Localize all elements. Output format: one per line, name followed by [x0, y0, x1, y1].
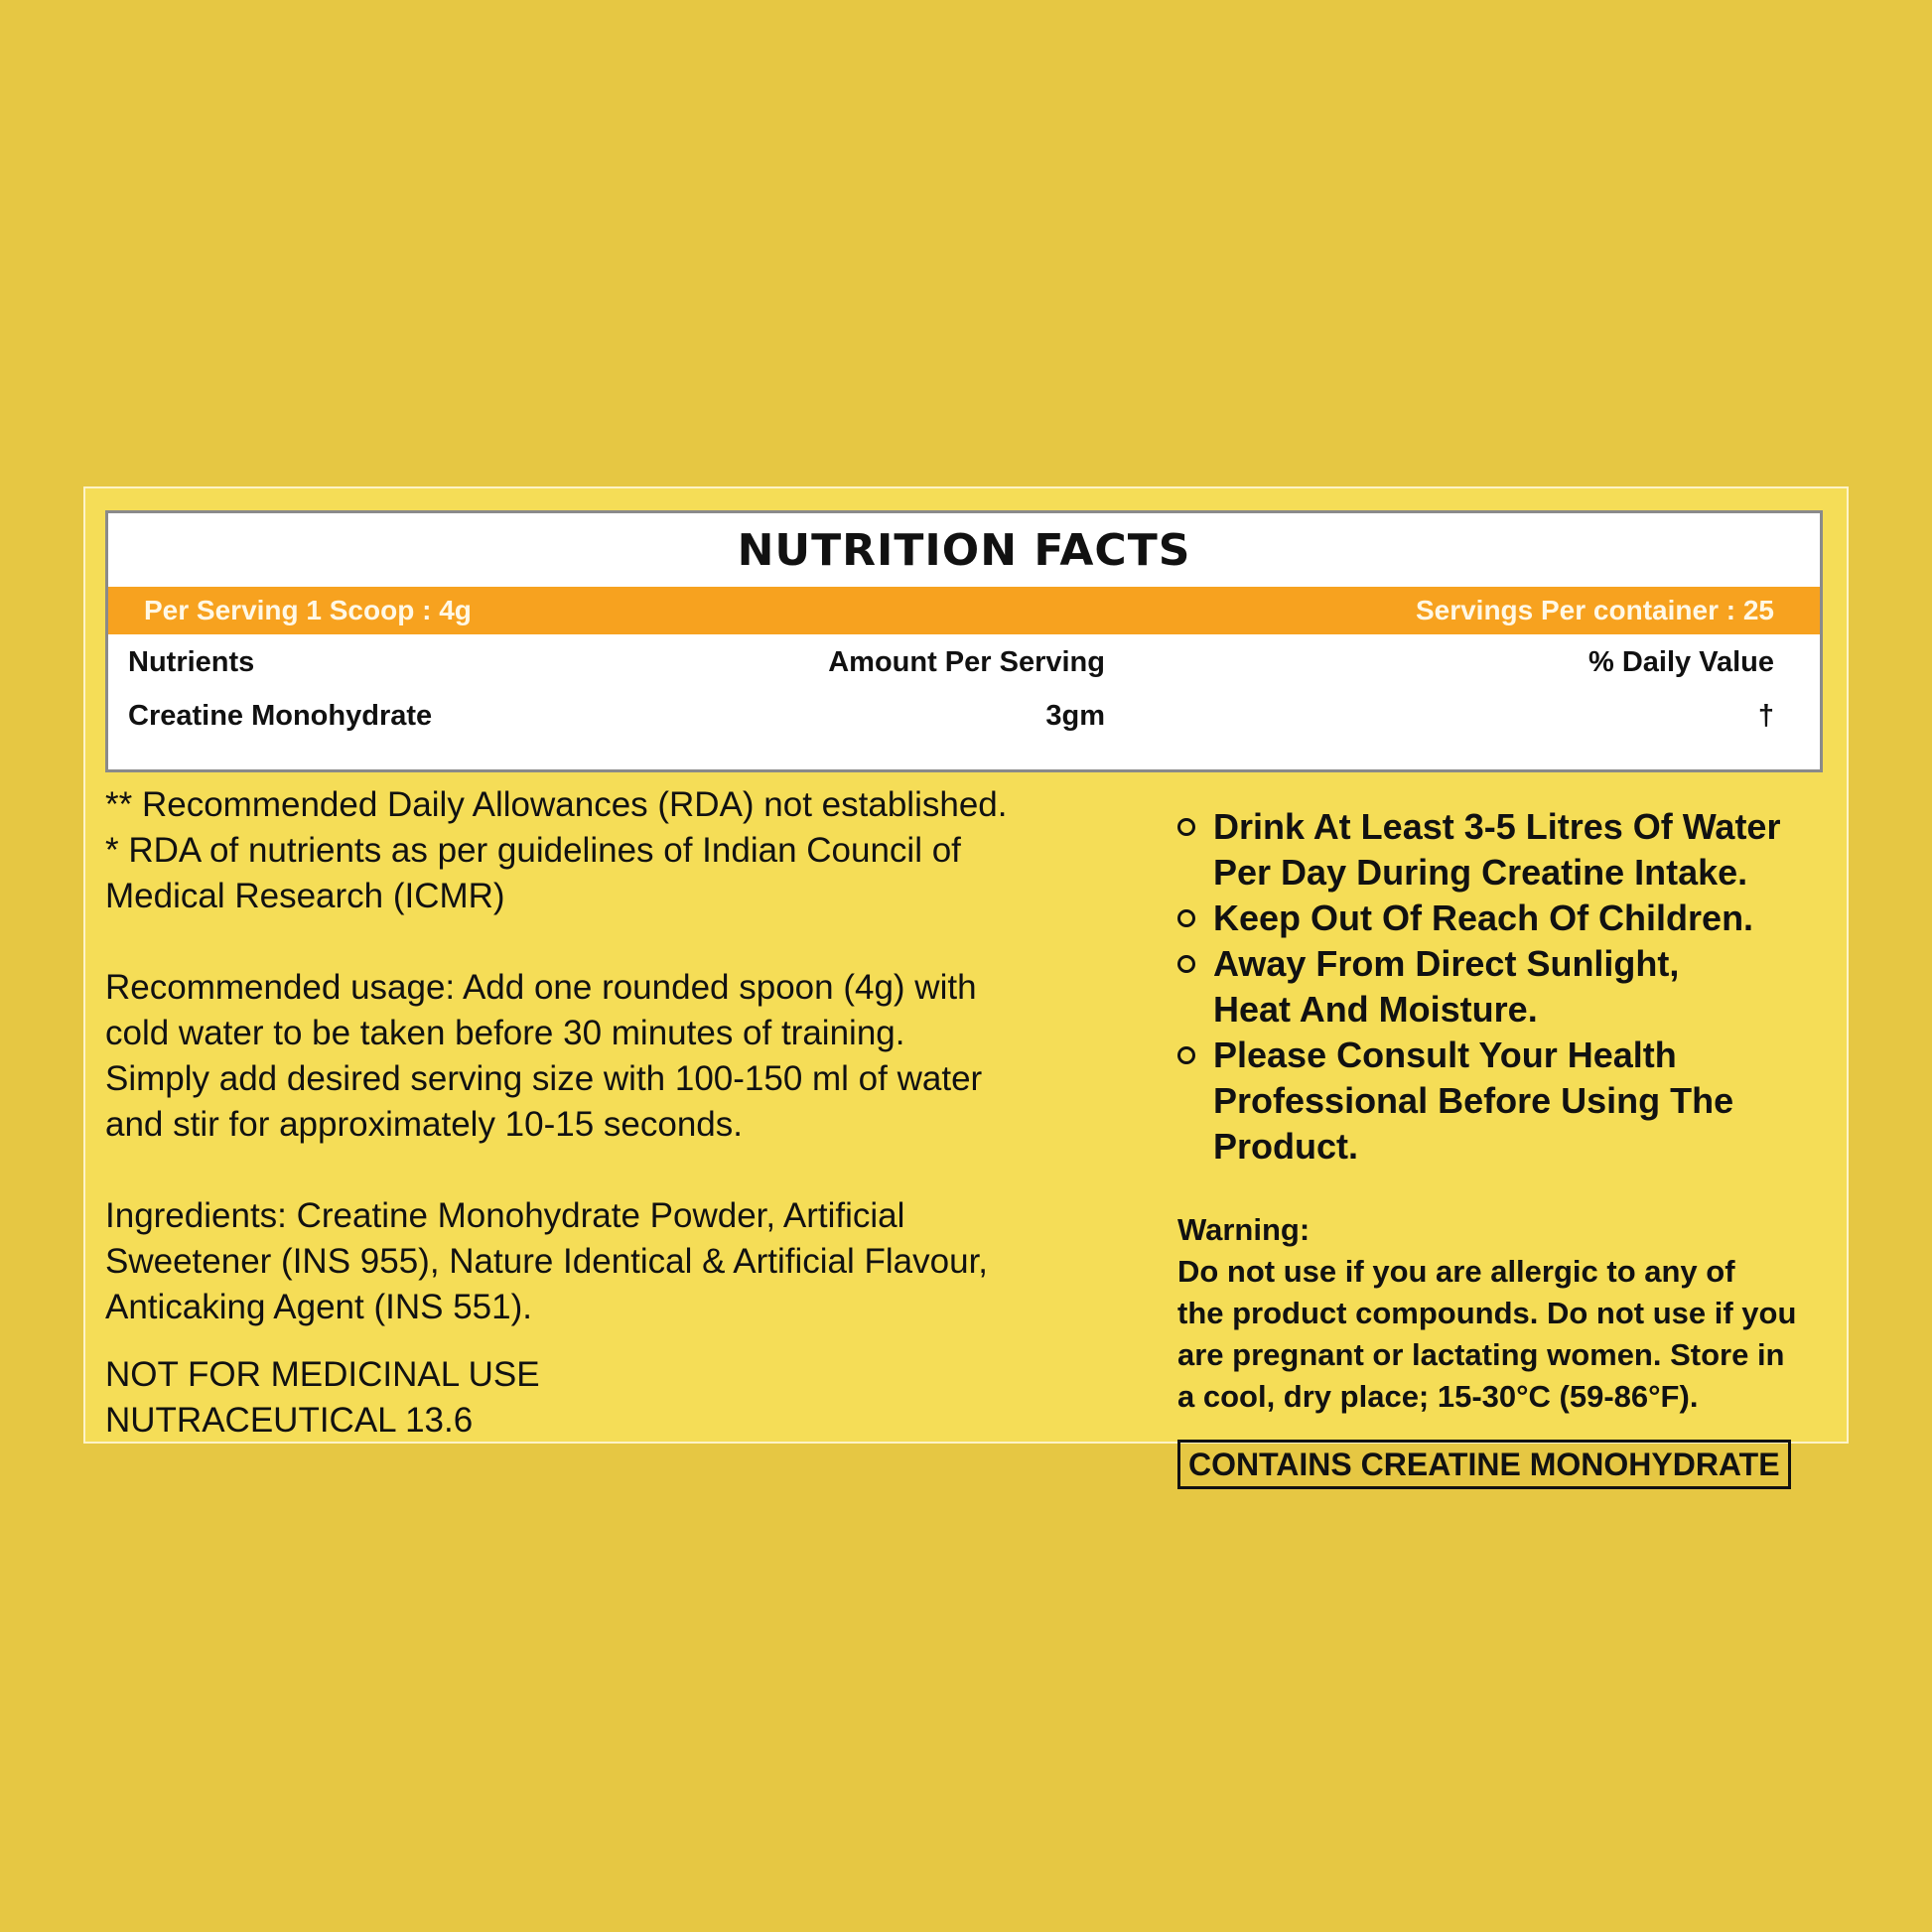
nutrient-daily-value: † [1757, 700, 1774, 732]
circle-bullet-icon [1177, 1046, 1195, 1064]
rda-guideline-note: * RDA of nutrients as per guidelines of Indian Council of Medical Research (ICMR) [105, 831, 961, 915]
per-serving-text: Per Serving 1 Scoop : 4g [144, 595, 472, 625]
warning-text: Do not use if you are allergic to any of the product compounds. Do not use if you are pregnant or lactating women. Store in a cool, dry place; 15-30°C (59-86°F). [1177, 1254, 1797, 1414]
product-label [83, 486, 1849, 1482]
header-nutrients: Nutrients [128, 646, 255, 678]
ingredients-text: Ingredients: Creatine Monohydrate Powder, Artificial Sweetener (INS 955), Nature Identical & Artificial Flavour, Anticaking Agent (INS 551). [105, 1196, 989, 1326]
list-item [1177, 1033, 1853, 1170]
serving-info-bar [108, 587, 1820, 634]
notes-column [105, 782, 1138, 1444]
list-item [1177, 804, 1853, 896]
nutraceutical-text: NUTRACEUTICAL 13.6 [105, 1401, 474, 1440]
servings-per-container-text: Servings Per container : 25 [1415, 595, 1774, 625]
contains-badge: CONTAINS CREATINE MONOHYDRATE [1177, 1440, 1791, 1489]
circle-bullet-icon [1177, 909, 1195, 927]
advisory-column [1177, 804, 1853, 1489]
advisory-text: Keep Out Of Reach Of Children. [1213, 897, 1754, 938]
circle-bullet-icon [1177, 818, 1195, 836]
header-amount: Amount Per Serving [828, 646, 1105, 678]
not-medicinal-text: NOT FOR MEDICINAL USE [105, 1355, 540, 1394]
header-daily-value: % Daily Value [1588, 646, 1774, 678]
usage-text: Recommended usage: Add one rounded spoon (4g) with cold water to be taken before 30 minutes of training. Simply add desired serving size with 100-150 ml of water and stir for approximately 10-15 seconds. [105, 968, 983, 1144]
nutrition-facts-title: NUTRITION FACTS [737, 525, 1191, 576]
nutrient-amount: 3gm [1045, 700, 1105, 732]
nutrition-facts-panel [105, 510, 1823, 772]
advisory-text: Drink At Least 3-5 Litres Of Water Per Day During Creatine Intake. [1213, 806, 1781, 893]
advisory-text: Please Consult Your Health Professional Before Using The Product. [1213, 1035, 1734, 1167]
advisory-list [1177, 804, 1853, 1170]
nutrient-name: Creatine Monohydrate [128, 700, 433, 732]
circle-bullet-icon [1177, 955, 1195, 973]
warning-block [1177, 1209, 1853, 1418]
rda-note: ** Recommended Daily Allowances (RDA) not established. [105, 785, 1008, 824]
list-item [1177, 896, 1853, 941]
advisory-text: Away From Direct Sunlight, Heat And Moisture. [1213, 943, 1680, 1030]
list-item [1177, 941, 1853, 1033]
warning-title: Warning: [1177, 1212, 1311, 1247]
